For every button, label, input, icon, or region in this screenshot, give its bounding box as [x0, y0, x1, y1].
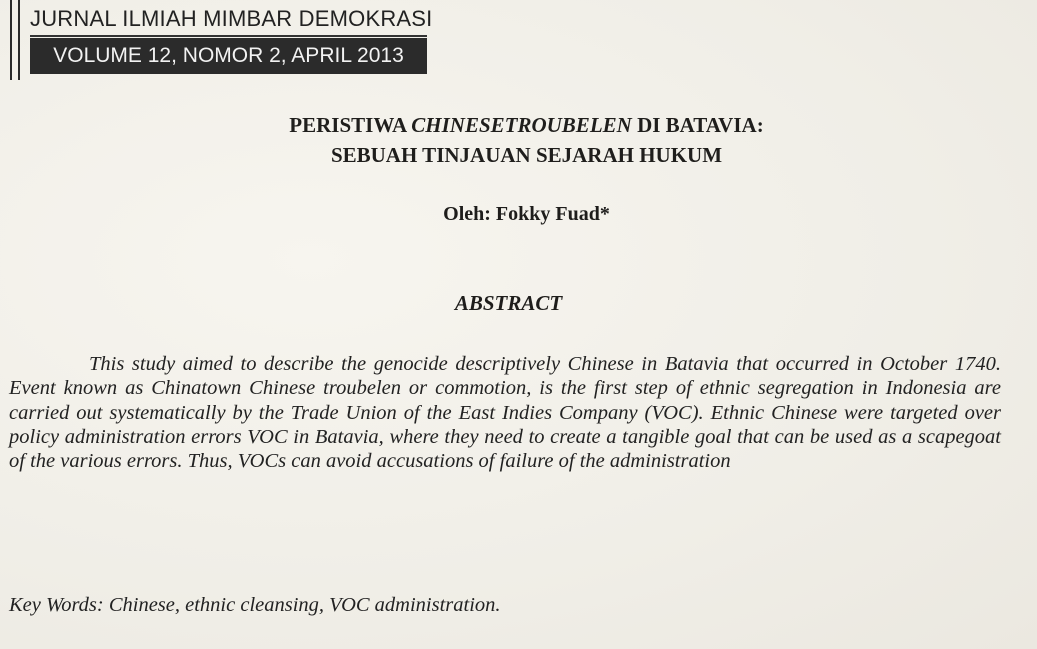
- title-text-2: DI BATAVIA:: [631, 113, 764, 137]
- keywords-line: Key Words: Chinese, ethnic cleansing, VOC administration.: [9, 594, 501, 616]
- article-title-line1: [8, 113, 1037, 138]
- article-title-line2: SEBUAH TINJAUAN SEJARAH HUKUM: [330, 143, 723, 167]
- journal-name-underline: [30, 35, 427, 37]
- title-italic-term: CHINESETROUBELEN: [411, 113, 632, 137]
- left-margin-rule: [10, 0, 12, 80]
- journal-name: JURNAL ILMIAH MIMBAR DEMOKRASI: [30, 6, 433, 31]
- abstract-body: This study aimed to describe the genocide descriptively Chinese in Batavia that occurred in October 1740. Event known as Chinatown Chinese troubelen or commotion, is the first step of ethnic segregation in Indonesia are carried out systematically by the Trade Union of the East Indies Company (VOC). Ethnic Chinese were targeted over policy administration errors VOC in Batavia, where they need to create a tangible goal that can be used as a scapegoat of the various errors. Thus, VOCs can avoid accusations of failure of the administration: [9, 353, 1001, 473]
- left-margin-rule-inner: [18, 0, 20, 80]
- article-author: Oleh: Fokky Fuad*: [443, 203, 610, 225]
- abstract-heading: ABSTRACT: [454, 291, 563, 315]
- volume-banner: VOLUME 12, NOMOR 2, APRIL 2013: [30, 38, 427, 74]
- title-text-1: PERISTIWA: [289, 113, 412, 137]
